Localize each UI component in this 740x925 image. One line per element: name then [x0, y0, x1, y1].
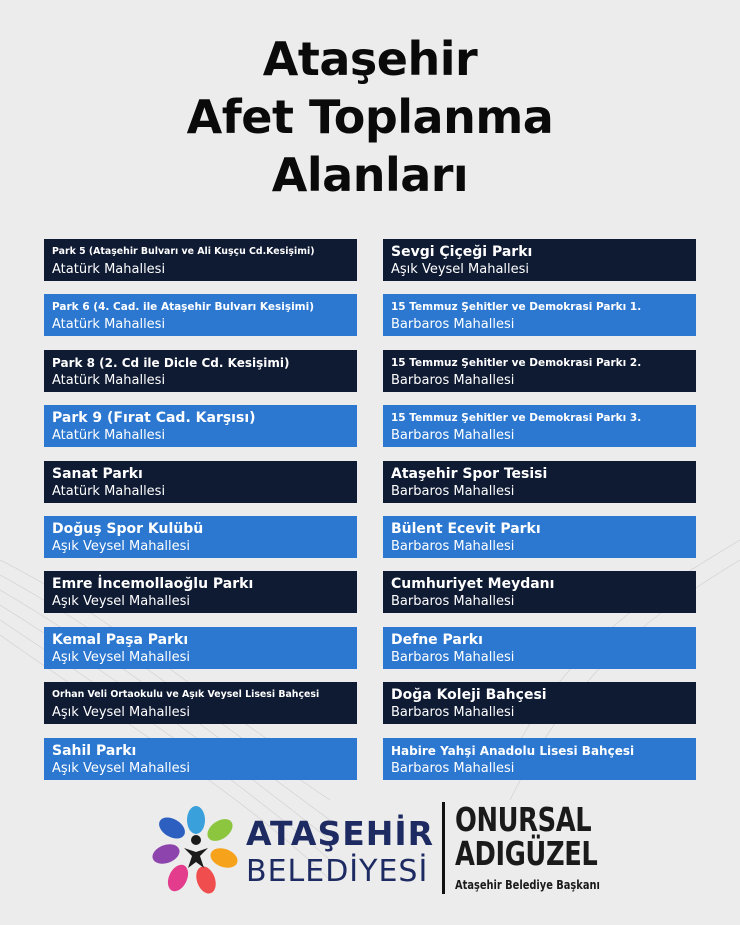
area-neighborhood: Atatürk Mahallesi	[52, 317, 166, 333]
right-column-list	[383, 239, 696, 793]
list-item	[44, 516, 357, 558]
left-column-list	[44, 239, 357, 793]
area-neighborhood: Aşık Veysel Mahallesi	[52, 538, 191, 554]
list-item	[44, 571, 357, 613]
list-item	[383, 350, 696, 392]
area-neighborhood: Aşık Veysel Mahallesi	[52, 649, 191, 665]
area-name: Orhan Veli Ortaokulu ve Aşık Veysel Lisesi Bahçesi	[52, 689, 320, 701]
footer-divider	[442, 802, 445, 894]
area-neighborhood: Barbaros Mahallesi	[391, 594, 515, 610]
area-name: Park 8 (2. Cd ile Dicle Cd. Kesişimi)	[52, 355, 290, 370]
area-neighborhood: Aşık Veysel Mahallesi	[52, 705, 191, 721]
area-neighborhood: Barbaros Mahallesi	[391, 483, 515, 499]
brand-name-line-1: ATAŞEHİR	[246, 814, 435, 853]
mayor-last-name: ADIGÜZEL	[455, 834, 598, 873]
title-line-2: Afet Toplanma	[186, 90, 554, 144]
area-name: 15 Temmuz Şehitler ve Demokrasi Parkı 2.	[391, 356, 642, 369]
area-name: Sanat Parkı	[52, 465, 143, 482]
area-neighborhood: Barbaros Mahallesi	[391, 317, 515, 333]
area-name: Doğa Koleji Bahçesi	[391, 687, 547, 704]
area-name: Park 9 (Fırat Cad. Karşısı)	[52, 410, 256, 427]
area-name: Defne Parkı	[391, 631, 483, 648]
list-item	[44, 405, 357, 447]
list-item	[44, 682, 357, 724]
area-neighborhood: Barbaros Mahallesi	[391, 649, 515, 665]
flower-figure-logo-icon	[150, 804, 242, 894]
area-name: Doğuş Spor Kulübü	[52, 520, 204, 537]
area-neighborhood: Barbaros Mahallesi	[391, 705, 515, 721]
area-name: Bülent Ecevit Parkı	[391, 520, 541, 537]
title-line-1: Ataşehir	[262, 32, 478, 86]
list-item	[383, 571, 696, 613]
page-title	[0, 30, 740, 204]
area-neighborhood: Atatürk Mahallesi	[52, 372, 166, 388]
area-neighborhood: Atatürk Mahallesi	[52, 428, 166, 444]
area-name: Kemal Paşa Parkı	[52, 631, 189, 648]
list-item	[44, 738, 357, 780]
area-name: Sahil Parkı	[52, 742, 137, 759]
mayor-title: Ataşehir Belediye Başkanı	[455, 878, 600, 892]
area-neighborhood: Atatürk Mahallesi	[52, 483, 166, 499]
area-name: Emre İncemollaoğlu Parkı	[52, 576, 254, 593]
area-neighborhood: Aşık Veysel Mahallesi	[52, 594, 191, 610]
area-neighborhood: Barbaros Mahallesi	[391, 538, 515, 554]
list-item	[383, 738, 696, 780]
area-name: Sevgi Çiçeği Parkı	[391, 244, 533, 260]
list-item	[383, 627, 696, 669]
area-name: Habire Yahşi Anadolu Lisesi Bahçesi	[391, 743, 635, 758]
list-item	[44, 239, 357, 281]
area-name: Ataşehir Spor Tesisi	[391, 465, 548, 482]
area-neighborhood: Barbaros Mahallesi	[391, 372, 515, 388]
area-neighborhood: Barbaros Mahallesi	[391, 428, 515, 444]
area-name: Park 6 (4. Cad. ile Ataşehir Bulvarı Kesişimi)	[52, 301, 315, 314]
list-item	[383, 461, 696, 503]
brand-name-line-2: BELEDİYESİ	[246, 854, 429, 889]
area-name: 15 Temmuz Şehitler ve Demokrasi Parkı 1.	[391, 301, 642, 314]
mayor-first-name: ONURSAL	[455, 800, 592, 839]
list-item	[383, 405, 696, 447]
list-item	[44, 294, 357, 336]
area-name: 15 Temmuz Şehitler ve Demokrasi Parkı 3.	[391, 412, 642, 425]
area-neighborhood: Aşık Veysel Mahallesi	[391, 262, 530, 277]
list-item	[383, 294, 696, 336]
area-neighborhood: Atatürk Mahallesi	[52, 262, 166, 277]
list-item	[383, 239, 696, 281]
title-line-3: Alanları	[271, 148, 469, 202]
list-item	[383, 682, 696, 724]
list-item	[383, 516, 696, 558]
area-name: Cumhuriyet Meydanı	[391, 576, 555, 593]
list-item	[44, 350, 357, 392]
list-item	[44, 627, 357, 669]
list-item	[44, 461, 357, 503]
area-name: Park 5 (Ataşehir Bulvarı ve Ali Kuşçu Cd.Kesişimi)	[52, 246, 315, 257]
footer	[0, 790, 740, 910]
area-neighborhood: Aşık Veysel Mahallesi	[52, 760, 191, 776]
area-neighborhood: Barbaros Mahallesi	[391, 760, 515, 776]
